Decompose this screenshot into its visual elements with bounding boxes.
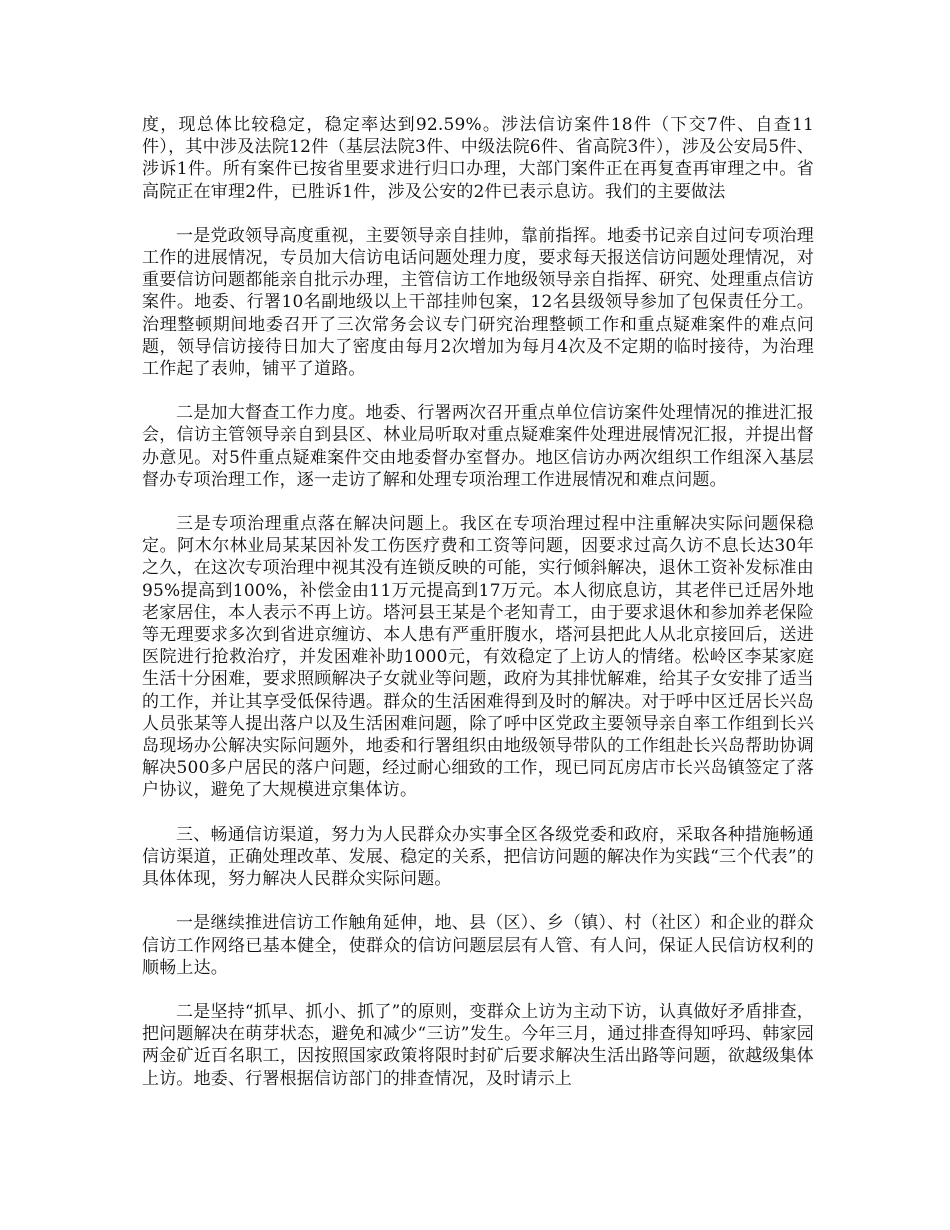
paragraph-leadership: 一是党政领导高度重视，主要领导亲自挂帅，靠前指挥。地委书记亲自过问专项治理工作的进展情况，专员加大信访电话问题处理力度，要求每天报送信访问题处理情况，对重要信访问题都能亲自批示办理，主管信访工作地级领导亲自指挥、研究、处理重点信访案件。地委、行署10名副地级以上干部挂帅包案，12名县级领导参加了包保责任分工。治理整顿期间地委召开了三次常务会议专门研究治理整顿工作和重点疑难案件的难点问题，领导信访接待日加大了密度由每月2次增加为每月4次及不定期的临时接待，为治理工作起了表帅，铺平了道路。: [142, 225, 814, 380]
paragraph-intro-continuation: 度，现总体比较稳定，稳定率达到92.59%。涉法信访案件18件（下交7件、自查11件），其中涉及法院12件（基层法院3件、中级法院6件、省高院3件），涉及公安局5件、涉诉1件。所有案件已按省里要求进行归口办理，大部门案件正在再复查再审理之中。省高院正在审理2件，已胜诉1件，涉及公安的2件已表示息访。我们的主要做法: [142, 115, 814, 202]
paragraph-section-three-heading: 三、畅通信访渠道，努力为人民群众办实事全区各级党委和政府，采取各种措施畅通信访渠道，正确处理改革、发展、稳定的关系，把信访问题的解决作为实践“三个代表”的具体体现，努力解决人民群众实际问题。: [142, 824, 814, 890]
document-body: [142, 114, 814, 1090]
paragraph-network-extension: 一是继续推进信访工作触角延伸，地、县（区）、乡（镇）、村（社区）和企业的群众信访工作网络已基本健全，使群众的信访问题层层有人管、有人问，保证人民信访权利的顺畅上达。: [142, 913, 814, 978]
paragraph-supervision: 二是加大督查工作力度。地委、行署两次召开重点单位信访案件处理情况的推进汇报会，信访主管领导亲自到县区、林业局听取对重点疑难案件处理进展情况汇报，并提出督办意见。对5件重点疑难案件交由地委督办室督办。地区信访办两次组织工作组深入基层督办专项治理工作，逐一走访了解和处理专项治理工作进展情况和难点问题。: [142, 403, 814, 490]
paragraph-early-intervention: 二是坚持“抓早、抓小、抓了”的原则，变群众上访为主动下访，认真做好矛盾排查，把问题解决在萌芽状态，避免和减少“三访”发生。今年三月，通过排查得知呼玛、韩家园两金矿近百名职工，因按照国家政策将限时封矿后要求解决生活出路等问题，欲越级集体上访。地委、行署根据信访部门的排查情况，及时请示上: [142, 1001, 814, 1089]
paragraph-problem-solving: 三是专项治理重点落在解决问题上。我区在专项治理过程中注重解决实际问题保稳定。阿木尔林业局某某因补发工伤医疗费和工资等问题，因要求过高久访不息长达30年之久，在这次专项治理中视其没有连锁反映的可能，实行倾斜解决，退休工资补发标准由95%提高到100%，补偿金由11万元提高到17万元。本人彻底息访，其老伴已迁居外地老家居住，本人表示不再上访。塔河县王某是个老知青工，由于要求退休和参加养老保险等无理要求多次到省进京缠访、本人患有严重肝腹水，塔河县把此人从北京接回后，送进医院进行抢救治疗，并发困难补助1000元，有效稳定了上访人的情绪。松岭区李某家庭生活十分困难，要求照顾解决子女就业等问题，政府为其排忧解难，给其子女安排了适当的工作，并让其享受低保待遇。群众的生活困难得到及时的解决。对于呼中区迁居长兴岛人员张某等人提出落户以及生活困难问题，除了呼中区党政主要领导亲自率工作组到长兴岛现场办公解决实际问题外，地委和行署组织由地级领导带队的工作组赴长兴岛帮助协调解决500多户居民的落户问题，经过耐心细致的工作，现已同瓦房店市长兴岛镇签定了落户协议，避免了大规模进京集体访。: [142, 514, 814, 801]
